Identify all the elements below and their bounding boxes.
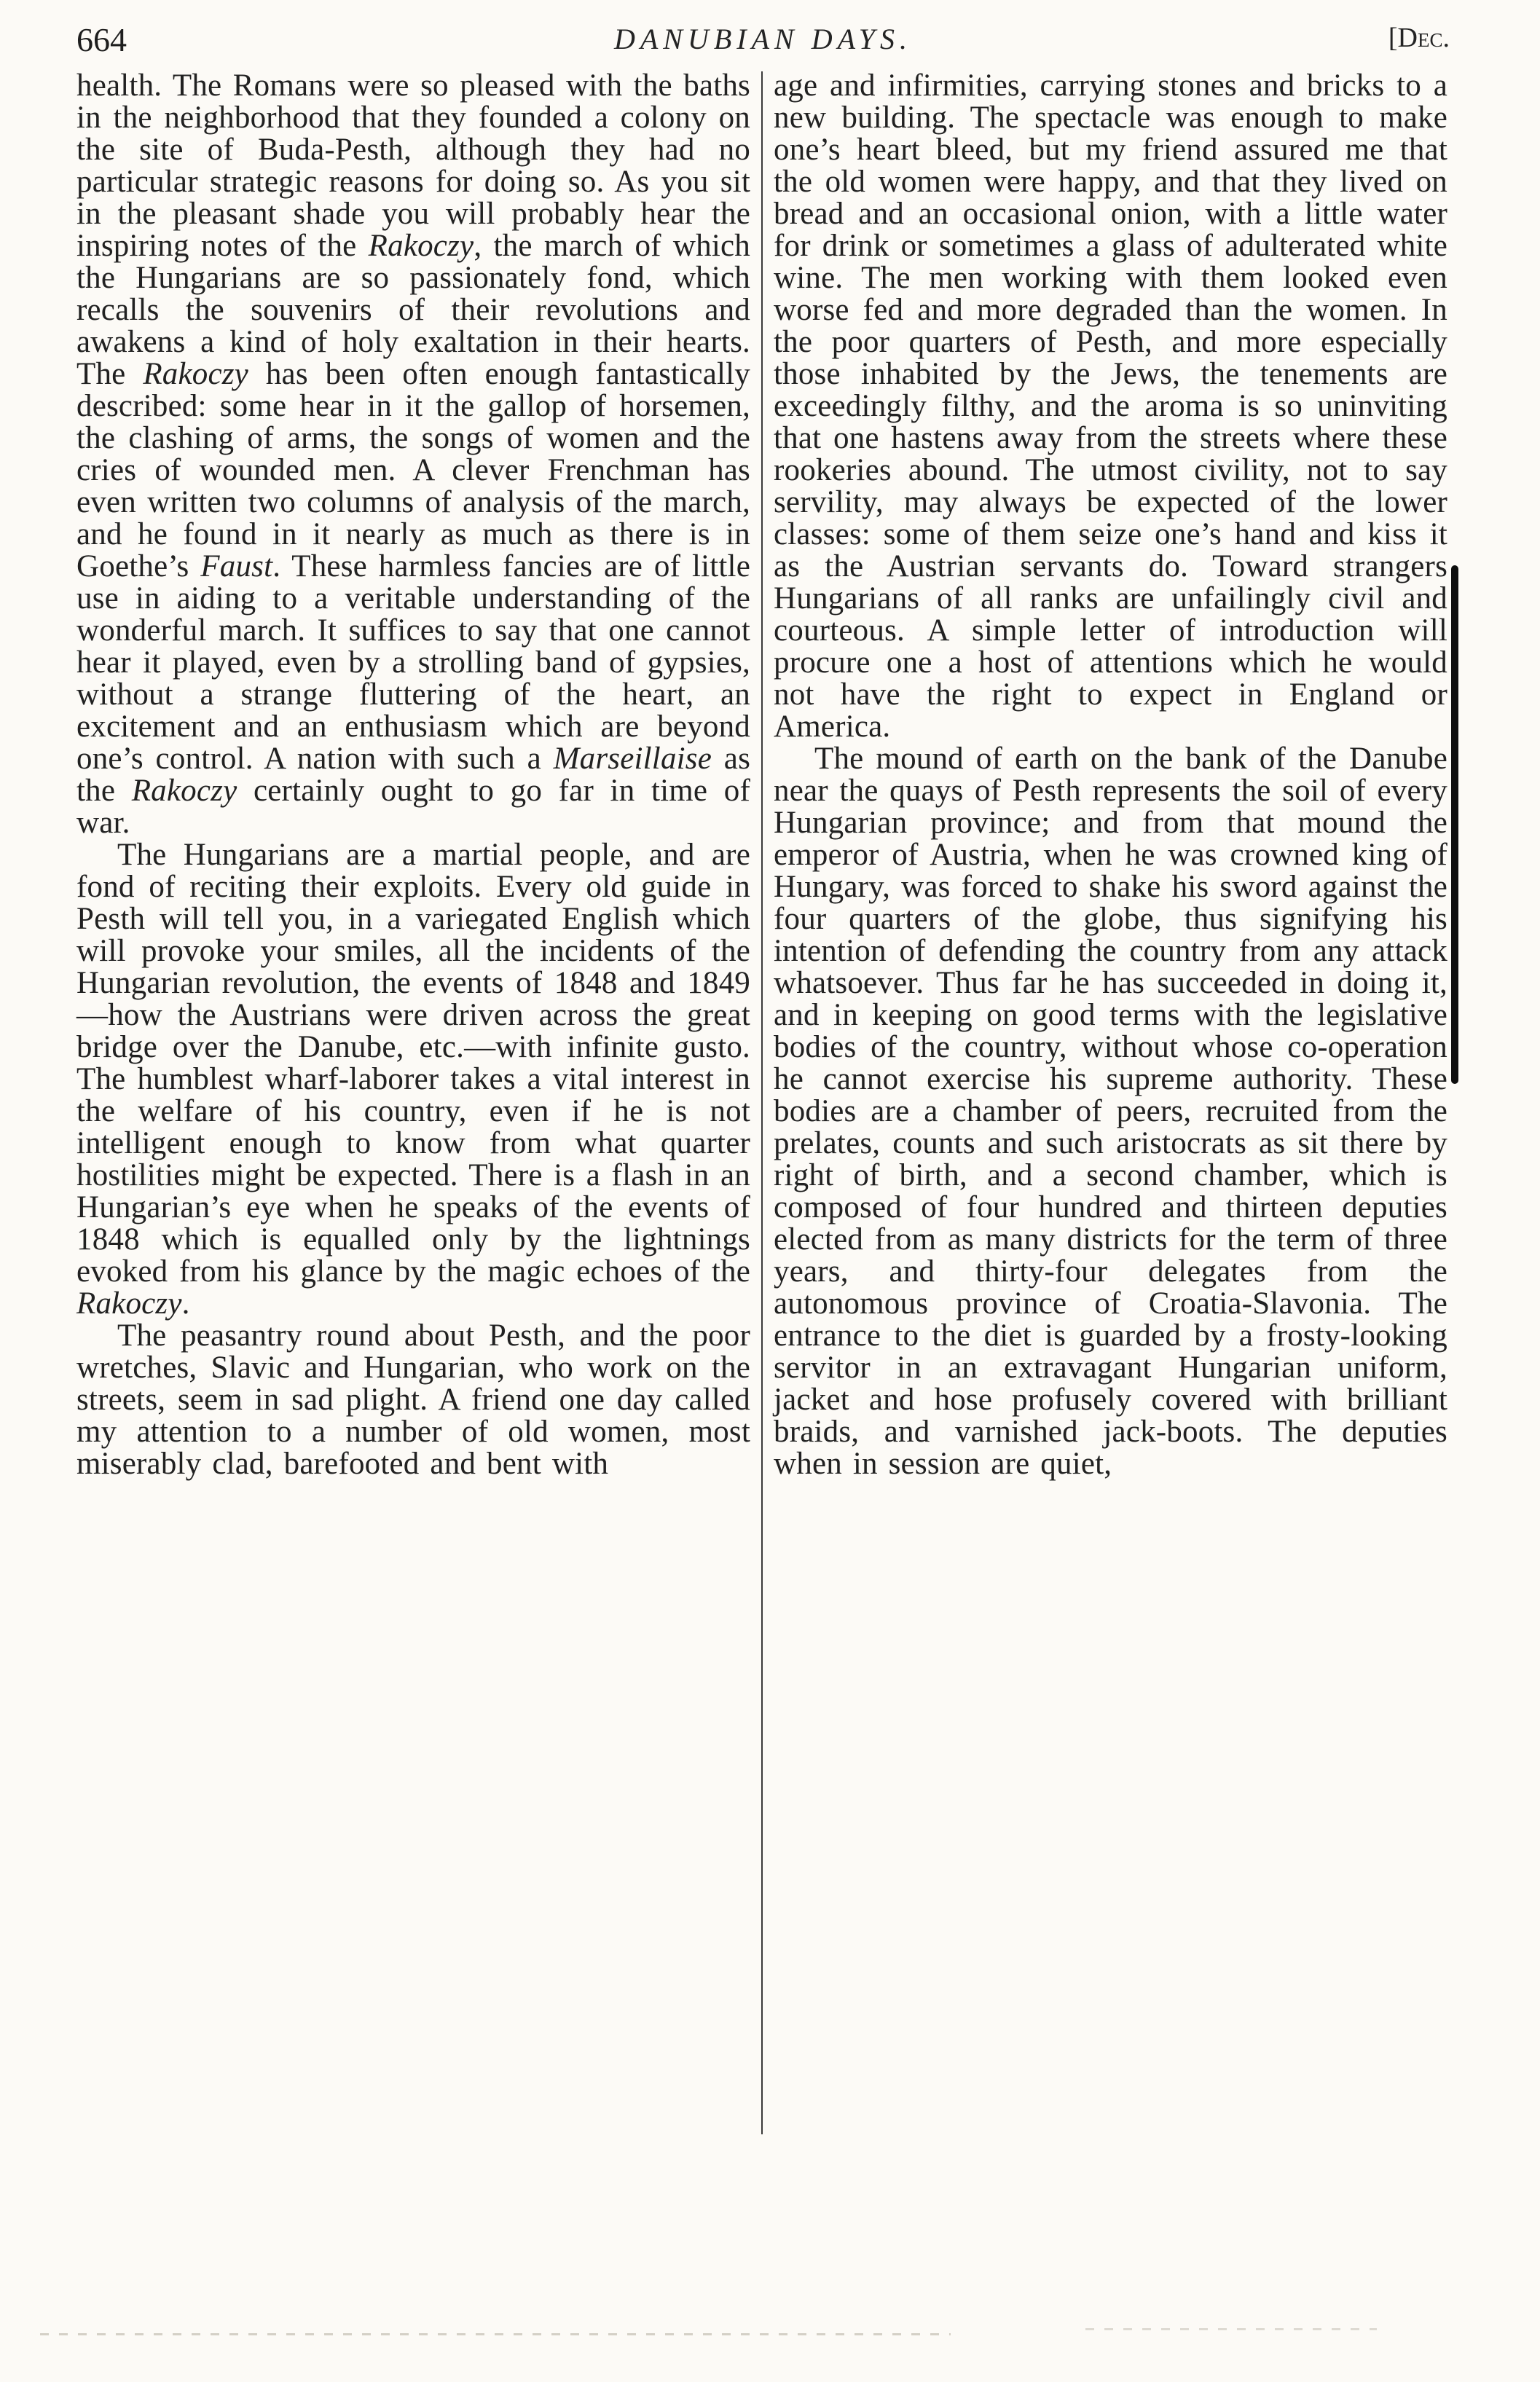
paragraph	[76, 839, 750, 1320]
text-run: . These harmless fancies are of little use in aiding to a veritable understanding of the wonderful march. It suffices to say that one cannot hear it played, even by a strolling band of gypsies, without a strange fluttering of the heart, an excitement and an enthusiasm which are beyond one’s control. A nation with such a	[76, 549, 750, 776]
scan-smudge-artifact	[40, 2333, 951, 2335]
text-run: The mound of earth on the bank of the Danube near the quays of Pesth represents the soil of every Hungarian province; and from that mound the emperor of Austria, when he was crowned king of Hungary, was forced to shake his sword against the four quarters of the globe, thus signifying his intention of defending the country from any attack whatsoever. Thus far he has succeeded in doing it, and in keeping on good terms with the legislative bodies of the country, without whose co-operation he cannot exercise his supreme authority. These bodies are a chamber of peers, recruited from the prelates, counts and such aristocrats as sit there by right of birth, and a second chamber, which is composed of four hundred and thirteen deputies elected from as many districts for the term of three years, and thirty-four delegates from the autonomous province of Croatia-Slavonia. The entrance to the diet is guarded by a frosty-looking servitor in an extravagant Hungarian uniform, jacket and hose profusely covered with brilliant braids, and varnished jack-boots. The deputies when in session are quiet,	[774, 742, 1447, 1481]
issue-date: [Dec.	[1388, 23, 1450, 53]
italic-text-run: Rakoczy	[131, 774, 237, 808]
scan-smudge-artifact	[1085, 2328, 1377, 2330]
text-run: .	[181, 1286, 190, 1321]
running-head	[76, 17, 1450, 61]
column-divider-rule	[761, 71, 763, 2134]
scan-ink-bar-artifact	[1451, 565, 1458, 1084]
text-run: has been often enough fantastically described: some hear in it the gallop of horsemen, the clashing of arms, the songs of women and the cries of wounded men. A clever Frenchman has even written two columns of analysis of the march, and he found in it nearly as much as there is in Goethe’s	[76, 357, 750, 583]
paragraph	[76, 1320, 750, 1480]
paragraph	[774, 743, 1447, 1480]
italic-text-run: Rakoczy	[76, 1286, 182, 1321]
text-run: certainly ought to go far in time of war.	[76, 774, 750, 840]
running-title: DANUBIAN DAYS.	[613, 23, 913, 55]
right-column	[774, 70, 1447, 1480]
text-run: health. The Romans were so pleased with the baths in the neighborhood that they founded a colony on the site of Buda-Pesth, although they had no particular strategic reasons for doing so. As you sit in the pleasant shade you will probably hear the inspiring notes of the	[76, 68, 750, 263]
italic-text-run: Rakoczy	[143, 357, 248, 391]
text-run: as the	[76, 742, 751, 808]
text-run: The peasantry round about Pesth, and the poor wretches, Slavic and Hungarian, who work on the streets, seem in sad plight. A friend one day called my attention to a number of old women, most miserably clad, barefooted and bent with	[76, 1318, 750, 1481]
italic-text-run: Faust	[200, 549, 273, 583]
text-run: , the march of which the Hungarians are so passionately fond, which recalls the souvenirs of their revolutions and awakens a kind of holy exaltation in their hearts. The	[76, 229, 750, 391]
text-run: age and infirmities, carrying stones and bricks to a new building. The spectacle was enough to make one’s heart bleed, but my friend assured me that the old women were happy, and that they lived on bread and an occasional onion, with a little water for drink or sometimes a glass of adulterated white wine. The men working with them looked even worse fed and more degraded than the women. In the poor quarters of Pesth, and more especially those inhabited by the Jews, the tenements are exceedingly filthy, and the aroma is so uninviting that one hastens away from the streets where these rookeries abound. The utmost civility, not to say servility, may always be expected of the lower classes: some of them seize one’s hand and kiss it as the Austrian servants do. Toward strangers Hungarians of all ranks are unfailingly civil and courteous. A simple letter of introduction will procure one a host of attentions which he would not have the right to expect in England or America.	[774, 68, 1447, 744]
left-column	[76, 70, 750, 1480]
page-number: 664	[76, 21, 127, 58]
article-body	[76, 70, 1450, 2134]
paragraph	[774, 70, 1447, 743]
italic-text-run: Rakoczy	[368, 229, 474, 263]
italic-text-run: Marseillaise	[553, 742, 712, 776]
text-run: The Hungarians are a martial people, and are fond of reciting their exploits. Every old guide in Pesth will tell you, in a variegated English which will provoke your smiles, all the incidents of the Hungarian revolution, the events of 1848 and 1849—how the Austrians were driven across the great bridge over the Danube, etc.—with infinite gusto. The humblest wharf-laborer takes a vital interest in the welfare of his country, even if he is not intelligent enough to know from what quarter hostilities might be expected. There is a flash in an Hungarian’s eye when he speaks of the events of 1848 which is equalled only by the lightnings evoked from his glance by the magic echoes of the	[76, 838, 750, 1289]
paragraph	[76, 70, 750, 839]
